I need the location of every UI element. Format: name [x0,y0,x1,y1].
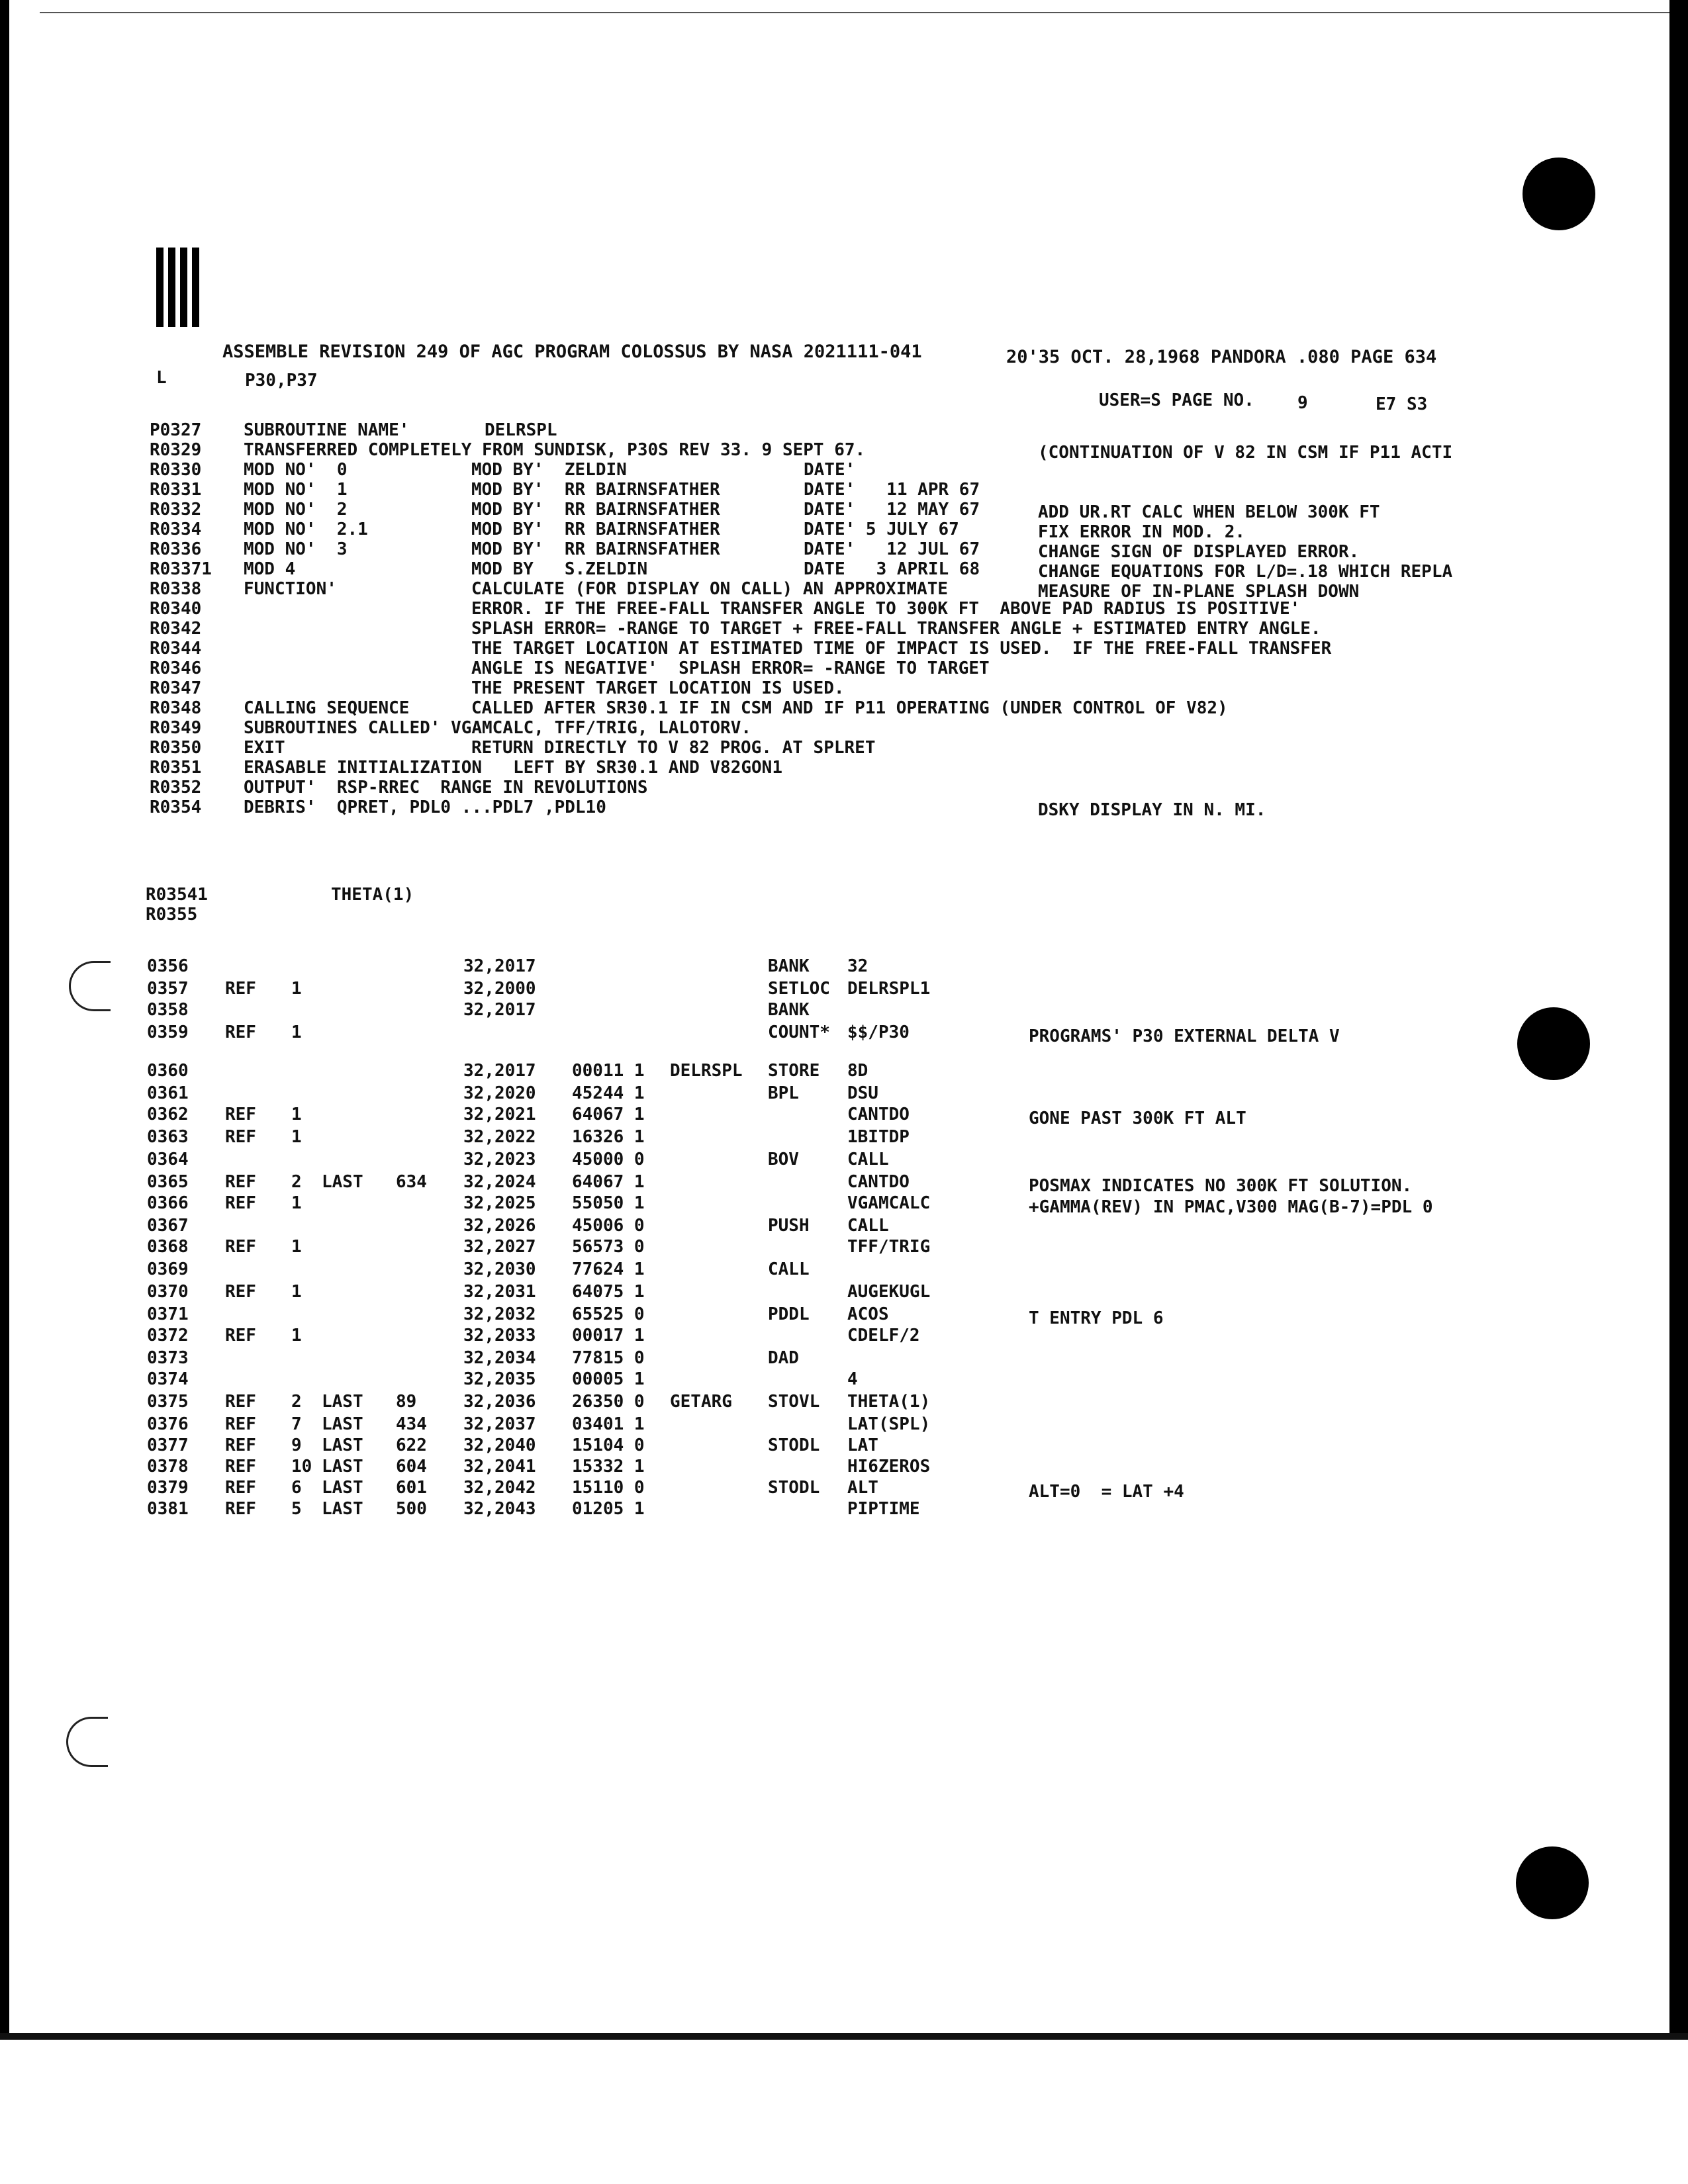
note-text: MOD BY' RR BAIRNSFATHER [471,539,720,559]
note-line-id: R0350 [150,738,202,758]
listing-op: SETLOC [768,979,830,999]
listing-operand: CALL [847,1216,889,1236]
listing-operand: $$/P30 [847,1023,910,1042]
listing-addr: 32,2034 [463,1348,536,1368]
note-comment: DSKY DISPLAY IN N. MI. [1038,800,1266,820]
listing-lastn: 604 [396,1457,427,1477]
note-line-id: R0351 [150,758,202,778]
listing-last: LAST [322,1392,363,1412]
listing-refn: 2 [291,1172,302,1192]
note-text: ANGLE IS NEGATIVE' SPLASH ERROR= -RANGE TO TARGET [471,659,990,678]
punch-hole-middle [1517,1007,1590,1080]
listing-operand: LAT [847,1435,878,1455]
note-text: MOD NO' 2 [244,500,348,520]
listing-line: 0379 [147,1478,189,1498]
listing-refn: 1 [291,1105,302,1124]
listing-refn: 1 [291,1193,302,1213]
listing-comment: T ENTRY PDL 6 [1029,1308,1164,1328]
listing-comment: GONE PAST 300K FT ALT [1029,1109,1246,1128]
note-text: MOD BY' RR BAIRNSFATHER [471,480,720,500]
note-date: DATE' 12 JUL 67 [804,539,980,559]
listing-word: 45006 0 [572,1216,645,1236]
listing-word: 45000 0 [572,1150,645,1169]
bottom-scan-edge [0,2033,1688,2040]
note-line-id: R0340 [150,599,202,619]
note-text: MOD NO' 0 [244,460,348,480]
listing-word: 15104 0 [572,1435,645,1455]
listing-date-info: 20'35 OCT. 28,1968 PANDORA .080 PAGE 634 [1006,347,1437,367]
listing-ref: REF [225,1127,256,1147]
note-text: MOD BY' RR BAIRNSFATHER [471,500,720,520]
note-line-id: R0338 [150,579,202,599]
listing-ref: REF [225,1478,256,1498]
listing-ref: REF [225,1326,256,1345]
listing-ref: REF [225,1392,256,1412]
listing-operand: 1BITDP [847,1127,910,1147]
note-line-id: R03371 [150,559,212,579]
listing-word: 56573 0 [572,1237,645,1257]
listing-operand: PIPTIME [847,1499,920,1519]
listing-op: BANK [768,956,810,976]
note-comment: FIX ERROR IN MOD. 2. [1038,522,1246,542]
listing-operand: CANTDO [847,1105,910,1124]
listing-word: 77815 0 [572,1348,645,1368]
binder-arc-upper [69,961,111,1011]
note-text: TRANSFERRED COMPLETELY FROM SUNDISK, P30S REV 33. 9 SEPT 67. [244,440,866,460]
note-line-id: R03541 [146,885,208,905]
note-line-id: R0336 [150,539,202,559]
note-comment: CHANGE EQUATIONS FOR L/D=.18 WHICH REPLA [1038,562,1453,582]
listing-line: 0365 [147,1172,189,1192]
listing-operand: ACOS [847,1304,889,1324]
listing-lastn: 601 [396,1478,427,1498]
listing-addr: 32,2032 [463,1304,536,1324]
listing-last: LAST [322,1414,363,1434]
note-text: MOD BY' RR BAIRNSFATHER [471,520,720,539]
listing-operand: DSU [847,1083,878,1103]
listing-lastn: 500 [396,1499,427,1519]
listing-addr: 32,2035 [463,1369,536,1389]
listing-refn: 6 [291,1478,302,1498]
listing-refn: 2 [291,1392,302,1412]
listing-title: ASSEMBLE REVISION 249 OF AGC PROGRAM COLOSSUS BY NASA 2021111-041 [222,341,922,362]
listing-refn: 5 [291,1499,302,1519]
listing-word: 64075 1 [572,1282,645,1302]
listing-ref: REF [225,1457,256,1477]
listing-ref: REF [225,1023,256,1042]
note-text: EXIT [244,738,285,758]
note-date: DATE' [804,460,856,480]
listing-comment: POSMAX INDICATES NO 300K FT SOLUTION. [1029,1176,1413,1196]
listing-refn: 7 [291,1414,302,1434]
listing-operand: CANTDO [847,1172,910,1192]
note-text: THETA(1) [331,885,414,905]
listing-addr: 32,2040 [463,1435,536,1455]
note-text: MOD NO' 1 [244,480,348,500]
note-text: CALCULATE (FOR DISPLAY ON CALL) AN APPROXIMATE [471,579,949,599]
note-line-id: R0334 [150,520,202,539]
note-text: CALLING SEQUENCE [244,698,410,718]
listing-op: PUSH [768,1216,810,1236]
listing-ref: REF [225,1499,256,1519]
listing-word: 15110 0 [572,1478,645,1498]
listing-lastn: 634 [396,1172,427,1192]
note-line-id: R0354 [150,797,202,817]
listing-addr: 32,2000 [463,979,536,999]
note-text: THE TARGET LOCATION AT ESTIMATED TIME OF IMPACT IS USED. IF THE FREE-FALL TRANSFER [471,639,1332,659]
listing-addr: 32,2024 [463,1172,536,1192]
listing-line: 0359 [147,1023,189,1042]
listing-word: 15332 1 [572,1457,645,1477]
listing-addr: 32,2017 [463,956,536,976]
listing-word: 65525 0 [572,1304,645,1324]
listing-operand: CDELF/2 [847,1326,920,1345]
listing-line: 0363 [147,1127,189,1147]
listing-addr: 32,2021 [463,1105,536,1124]
listing-line: 0357 [147,979,189,999]
note-comment: ADD UR.RT CALC WHEN BELOW 300K FT [1038,502,1380,522]
listing-op: STOVL [768,1392,820,1412]
listing-last: LAST [322,1478,363,1498]
listing-addr: 32,2022 [463,1127,536,1147]
listing-ref: REF [225,1414,256,1434]
listing-refn: 10 [291,1457,312,1477]
listing-comment: ALT=0 = LAT +4 [1029,1482,1184,1502]
user-page-number: 9 [1297,393,1308,413]
note-date: DATE' 11 APR 67 [804,480,980,500]
listing-addr: 32,2023 [463,1150,536,1169]
listing-line: 0371 [147,1304,189,1324]
listing-addr: 32,2041 [463,1457,536,1477]
note-line-id: R0331 [150,480,202,500]
note-line-id: R0332 [150,500,202,520]
note-text: THE PRESENT TARGET LOCATION IS USED. [471,678,845,698]
listing-refn: 1 [291,979,302,999]
listing-last: LAST [322,1499,363,1519]
note-text: DELRSPL [485,420,557,440]
note-comment: (CONTINUATION OF V 82 IN CSM IF P11 ACTI [1038,443,1453,463]
listing-operand: DELRSPL1 [847,979,931,999]
listing-last: LAST [322,1435,363,1455]
listing-addr: 32,2017 [463,1000,536,1020]
note-line-id: R0344 [150,639,202,659]
punch-hole-bottom [1516,1846,1589,1919]
note-line-id: R0352 [150,778,202,797]
listing-line: 0366 [147,1193,189,1213]
listing-addr: 32,2030 [463,1259,536,1279]
listing-line: 0368 [147,1237,189,1257]
note-text: DEBRIS' QPRET, PDL0 ...PDL7 ,PDL10 [244,797,606,817]
listing-op: DAD [768,1348,799,1368]
user-page-extra: E7 S3 [1376,394,1428,414]
listing-word: 00017 1 [572,1326,645,1345]
note-text: MOD 4 [244,559,296,579]
note-text: CALLED AFTER SR30.1 IF IN CSM AND IF P11 OPERATING (UNDER CONTROL OF V82) [471,698,1228,718]
listing-addr: 32,2025 [463,1193,536,1213]
listing-op: CALL [768,1259,810,1279]
top-scan-rule [40,12,1675,13]
right-scan-edge [1669,0,1688,2037]
note-line-id: R0349 [150,718,202,738]
listing-addr: 32,2017 [463,1061,536,1081]
note-comment: MEASURE OF IN-PLANE SPLASH DOWN [1038,582,1360,602]
listing-last: LAST [322,1172,363,1192]
listing-ref: REF [225,1282,256,1302]
note-text: SUBROUTINE NAME' [244,420,410,440]
note-text: RETURN DIRECTLY TO V 82 PROG. AT SPLRET [471,738,876,758]
punch-hole-top [1523,158,1595,230]
note-text: FUNCTION' [244,579,337,599]
listing-line: 0367 [147,1216,189,1236]
listing-line: 0373 [147,1348,189,1368]
bar-code-mark [156,248,203,327]
listing-label: DELRSPL [670,1061,743,1081]
note-line-id: R0347 [150,678,202,698]
listing-operand: LAT(SPL) [847,1414,931,1434]
listing-word: 64067 1 [572,1172,645,1192]
listing-ref: REF [225,1435,256,1455]
listing-word: 45244 1 [572,1083,645,1103]
listing-line: 0356 [147,956,189,976]
listing-word: 77624 1 [572,1259,645,1279]
note-text: MOD BY S.ZELDIN [471,559,648,579]
listing-addr: 32,2037 [463,1414,536,1434]
user-page-label: USER=S PAGE NO. [1099,390,1254,410]
listing-label: GETARG [670,1392,732,1412]
listing-operand: CALL [847,1150,889,1169]
listing-addr: 32,2042 [463,1478,536,1498]
note-date: DATE' 5 JULY 67 [804,520,959,539]
listing-refn: 1 [291,1023,302,1042]
listing-comment: PROGRAMS' P30 EXTERNAL DELTA V [1029,1026,1340,1046]
listing-line: 0360 [147,1061,189,1081]
listing-refn: 1 [291,1326,302,1345]
note-date: DATE 3 APRIL 68 [804,559,980,579]
note-line-id: R0346 [150,659,202,678]
note-line-id: R0348 [150,698,202,718]
listing-line: 0372 [147,1326,189,1345]
listing-operand: 4 [847,1369,858,1389]
listing-refn: 9 [291,1435,302,1455]
note-text: SUBROUTINES CALLED' VGAMCALC, TFF/TRIG, LALOTORV. [244,718,752,738]
listing-op: STODL [768,1478,820,1498]
listing-word: 55050 1 [572,1193,645,1213]
listing-op: BANK [768,1000,810,1020]
listing-addr: 32,2031 [463,1282,536,1302]
note-text: MOD NO' 3 [244,539,348,559]
listing-operand: TFF/TRIG [847,1237,931,1257]
listing-operand: ALT [847,1478,878,1498]
listing-line: 0378 [147,1457,189,1477]
listing-lastn: 89 [396,1392,417,1412]
listing-addr: 32,2026 [463,1216,536,1236]
listing-ref: REF [225,1105,256,1124]
listing-refn: 1 [291,1237,302,1257]
note-text: OUTPUT' RSP-RREC RANGE IN REVOLUTIONS [244,778,648,797]
listing-comment: +GAMMA(REV) IN PMAC,V300 MAG(B-7)=PDL 0 [1029,1197,1433,1217]
listing-operand: THETA(1) [847,1392,931,1412]
listing-word: 00005 1 [572,1369,645,1389]
listing-line: 0369 [147,1259,189,1279]
listing-line: 0370 [147,1282,189,1302]
listing-ref: REF [225,1172,256,1192]
listing-word: 01205 1 [572,1499,645,1519]
note-line-id: P0327 [150,420,202,440]
left-scan-edge [0,0,9,2037]
note-line-id: R0342 [150,619,202,639]
note-text: ERROR. IF THE FREE-FALL TRANSFER ANGLE TO 300K FT ABOVE PAD RADIUS IS POSITIVE' [471,599,1301,619]
listing-op: BOV [768,1150,799,1169]
listing-line: 0376 [147,1414,189,1434]
listing-op: COUNT* [768,1023,830,1042]
listing-line: 0361 [147,1083,189,1103]
left-mark: L [156,368,167,388]
note-comment: CHANGE SIGN OF DISPLAYED ERROR. [1038,542,1360,562]
listing-addr: 32,2033 [463,1326,536,1345]
binder-arc-lower [66,1717,108,1767]
listing-line: 0364 [147,1150,189,1169]
program-ids: P30,P37 [245,371,318,390]
listing-word: 03401 1 [572,1414,645,1434]
listing-lastn: 434 [396,1414,427,1434]
listing-addr: 32,2020 [463,1083,536,1103]
listing-word: 26350 0 [572,1392,645,1412]
listing-ref: REF [225,1237,256,1257]
listing-operand: AUGEKUGL [847,1282,931,1302]
listing-refn: 1 [291,1282,302,1302]
note-text: MOD NO' 2.1 [244,520,368,539]
listing-refn: 1 [291,1127,302,1147]
listing-word: 16326 1 [572,1127,645,1147]
listing-addr: 32,2027 [463,1237,536,1257]
listing-word: 64067 1 [572,1105,645,1124]
note-text: MOD BY' ZELDIN [471,460,627,480]
listing-addr: 32,2043 [463,1499,536,1519]
listing-line: 0377 [147,1435,189,1455]
listing-word: 00011 1 [572,1061,645,1081]
listing-line: 0358 [147,1000,189,1020]
listing-op: STORE [768,1061,820,1081]
listing-op: BPL [768,1083,799,1103]
note-date: DATE' 12 MAY 67 [804,500,980,520]
listing-lastn: 622 [396,1435,427,1455]
listing-line: 0362 [147,1105,189,1124]
note-line-id: R0330 [150,460,202,480]
listing-ref: REF [225,1193,256,1213]
note-line-id: R0355 [146,905,198,925]
listing-operand: HI6ZEROS [847,1457,931,1477]
listing-line: 0374 [147,1369,189,1389]
listing-ref: REF [225,979,256,999]
listing-operand: 8D [847,1061,868,1081]
listing-line: 0381 [147,1499,189,1519]
note-text: ERASABLE INITIALIZATION LEFT BY SR30.1 AND V82GON1 [244,758,782,778]
listing-op: STODL [768,1435,820,1455]
listing-line: 0375 [147,1392,189,1412]
listing-addr: 32,2036 [463,1392,536,1412]
note-line-id: R0329 [150,440,202,460]
listing-operand: 32 [847,956,868,976]
listing-operand: VGAMCALC [847,1193,931,1213]
note-text: SPLASH ERROR= -RANGE TO TARGET + FREE-FALL TRANSFER ANGLE + ESTIMATED ENTRY ANGLE. [471,619,1321,639]
listing-op: PDDL [768,1304,810,1324]
listing-last: LAST [322,1457,363,1477]
